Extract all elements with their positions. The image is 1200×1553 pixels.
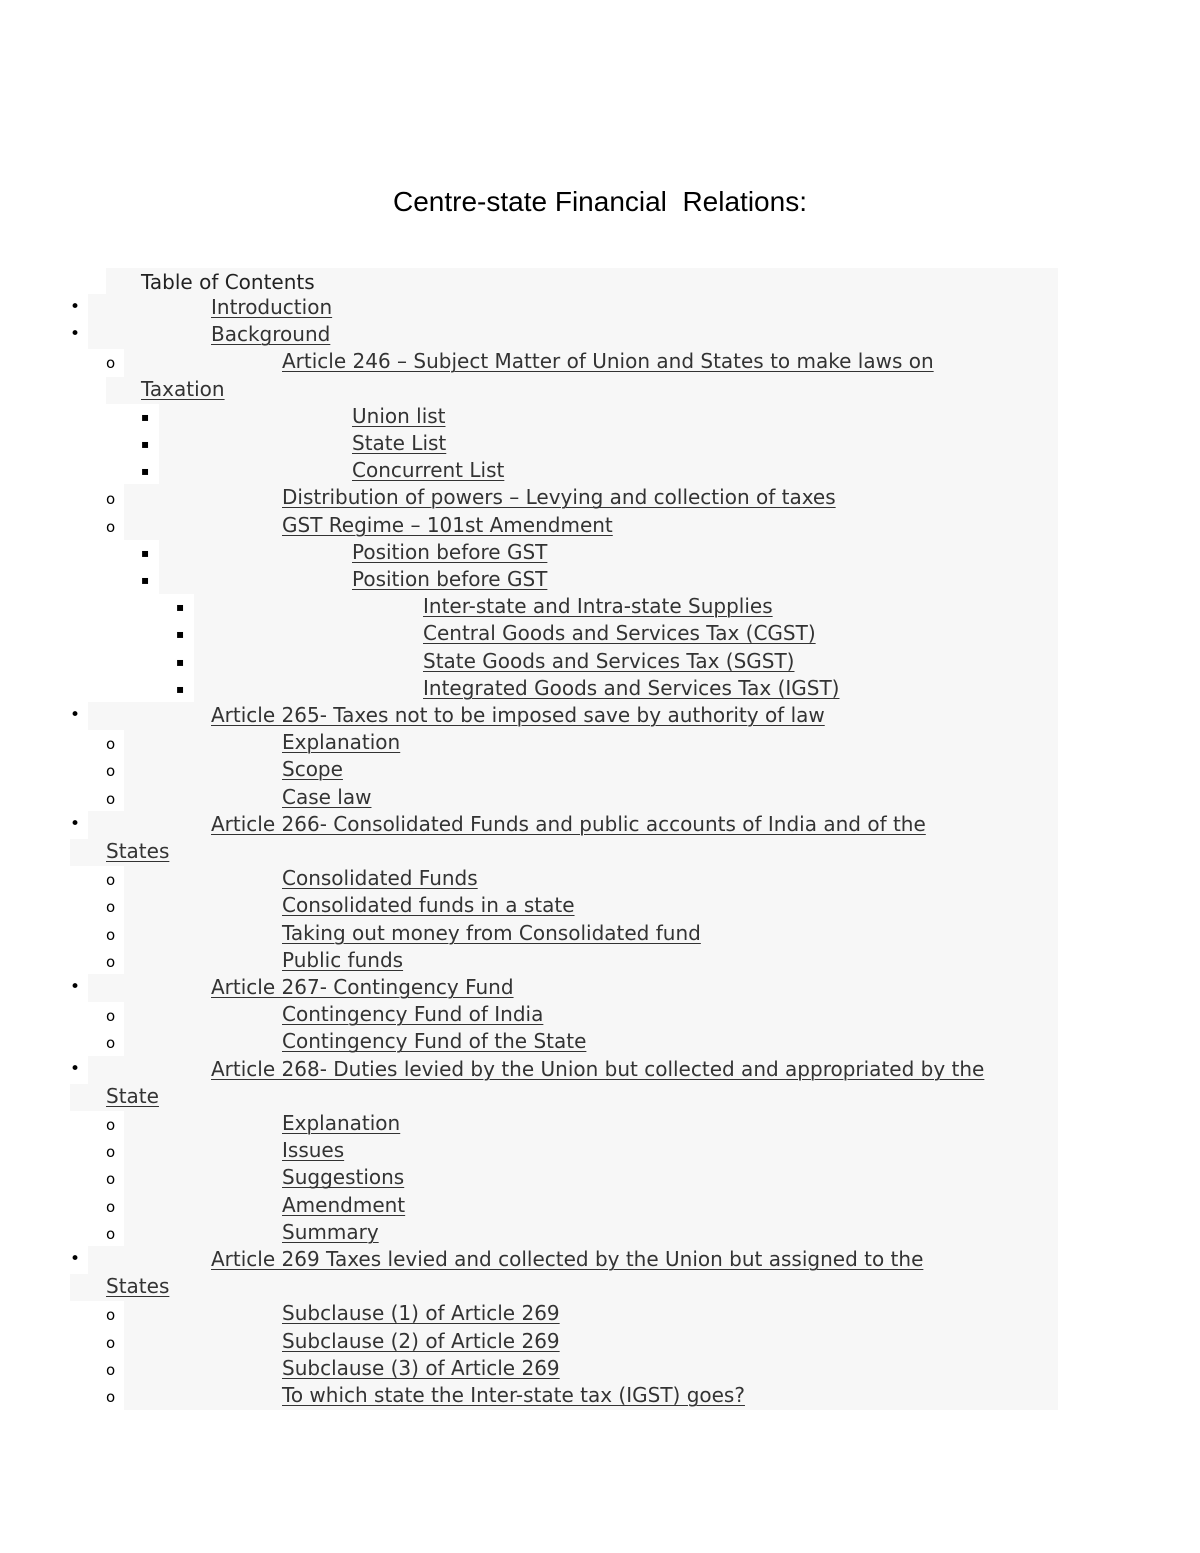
toc-entry-shade xyxy=(70,1274,1058,1301)
toc-entry-continuation[interactable] xyxy=(106,1084,159,1108)
toc-entry-article-269-taxes-levied-and-collected-by-the-union-but-assigned-to-the[interactable] xyxy=(211,1247,923,1271)
toc-link[interactable]: Subclause (1) of Article 269 xyxy=(282,1301,560,1326)
toc-link[interactable]: Consolidated Funds xyxy=(282,866,478,891)
toc-link[interactable]: Explanation xyxy=(282,1111,401,1135)
toc-entry-subclause-2-of-article-269[interactable] xyxy=(282,1329,560,1353)
toc-entry-gst-regime-101st-amendment[interactable] xyxy=(282,513,613,537)
toc-entry-shade xyxy=(124,1028,1058,1056)
toc-entry-integrated-goods-and-services-tax-igst[interactable] xyxy=(423,676,839,700)
toc-link[interactable]: Article 266- Consolidated Funds and public accounts of India and of the xyxy=(211,811,926,836)
toc-entry-continuation[interactable] xyxy=(141,377,225,401)
toc-entry-background[interactable] xyxy=(211,322,330,346)
toc-entry-contingency-fund-of-india[interactable] xyxy=(282,1002,543,1026)
toc-link[interactable]: States xyxy=(106,839,170,863)
toc-bullet-level-2: o xyxy=(106,1360,116,1379)
toc-link[interactable]: Position before GST xyxy=(352,567,548,591)
toc-entry-article-246-subject-matter-of-union-and-states-to-make-laws-on[interactable] xyxy=(282,349,934,373)
toc-entry-explanation[interactable] xyxy=(282,730,400,754)
toc-bullet-level-2: o xyxy=(106,1224,116,1243)
toc-entry-state-goods-and-services-tax-sgst[interactable] xyxy=(423,649,794,673)
toc-entry-continuation[interactable] xyxy=(106,1274,169,1298)
toc-entry-shade xyxy=(124,1164,1058,1192)
toc-link[interactable]: Introduction xyxy=(211,295,333,319)
toc-link[interactable]: States xyxy=(106,1274,170,1299)
toc-entry-shade xyxy=(106,377,1058,404)
toc-bullet-level-4: ▪ xyxy=(176,600,185,615)
toc-entry-subclause-1-of-article-269[interactable] xyxy=(282,1301,560,1325)
toc-entry-shade xyxy=(124,784,1058,812)
toc-bullet-level-4: ▪ xyxy=(176,681,185,696)
toc-link[interactable]: GST Regime – 101st Amendment xyxy=(282,512,613,537)
toc-link[interactable]: Suggestions xyxy=(282,1165,405,1190)
toc-link[interactable]: Contingency Fund of the State xyxy=(282,1029,587,1054)
toc-bullet-level-1: • xyxy=(70,977,81,997)
toc-bullet-level-3: ▪ xyxy=(141,545,150,560)
toc-bullet-level-2: o xyxy=(106,925,116,944)
toc-bullet-level-4: ▪ xyxy=(176,654,185,669)
toc-entry-shade xyxy=(124,1300,1058,1328)
toc-entry-concurrent-list[interactable] xyxy=(352,458,504,482)
toc-entry-shade xyxy=(124,1110,1058,1138)
toc-entry-shade xyxy=(124,947,1058,975)
toc-entry-case-law[interactable] xyxy=(282,785,371,809)
toc-entry-shade xyxy=(159,403,1058,431)
toc-link[interactable]: Position before GST xyxy=(352,539,548,564)
toc-bullet-level-2: o xyxy=(106,1007,116,1026)
toc-bullet-level-1: • xyxy=(70,813,81,834)
toc-entry-state-list[interactable] xyxy=(352,431,446,455)
toc-bullet-level-2: o xyxy=(106,490,116,509)
toc-link[interactable]: State xyxy=(106,1083,159,1108)
document-title: Centre-state Financial Relations: xyxy=(393,186,807,217)
toc-bullet-level-2: o xyxy=(106,517,116,536)
toc-link[interactable]: Concurrent List xyxy=(352,458,505,483)
toc-entry-position-before-gst[interactable] xyxy=(352,567,547,591)
toc-link[interactable]: Inter-state and Intra-state Supplies xyxy=(423,594,773,619)
toc-entry-shade xyxy=(159,566,1058,594)
toc-entry-shade xyxy=(124,1137,1058,1165)
toc-bullet-level-2: o xyxy=(106,952,116,971)
toc-entry-shade xyxy=(159,430,1058,458)
toc-entry-taking-out-money-from-consolidated-fund[interactable] xyxy=(282,921,701,945)
toc-link[interactable]: Explanation xyxy=(282,730,401,755)
toc-bullet-level-2: o xyxy=(106,1116,116,1134)
toc-link[interactable]: Taxation xyxy=(141,376,225,401)
toc-link[interactable]: Subclause (3) of Article 269 xyxy=(282,1355,560,1380)
toc-link[interactable]: Public funds xyxy=(282,947,404,972)
toc-link[interactable]: Background xyxy=(211,322,331,347)
toc-link[interactable]: Case law xyxy=(282,784,372,809)
toc-bullet-level-4: ▪ xyxy=(176,627,185,642)
toc-link[interactable]: State List xyxy=(352,431,447,455)
toc-link[interactable]: State Goods and Services Tax (SGST) xyxy=(423,648,795,673)
toc-entry-consolidated-funds[interactable] xyxy=(282,866,478,890)
toc-entry-shade xyxy=(159,539,1058,567)
toc-link[interactable]: Summary xyxy=(282,1219,379,1244)
toc-link[interactable]: Article 246 – Subject Matter of Union and States to make laws on xyxy=(282,349,934,374)
toc-entry-to-which-state-the-inter-state-tax-igst-goes[interactable] xyxy=(282,1383,745,1407)
toc-bullet-level-2: o xyxy=(106,1170,116,1189)
toc-bullet-level-3: ▪ xyxy=(141,437,150,451)
toc-link[interactable]: Amendment xyxy=(282,1192,406,1217)
toc-link[interactable]: Contingency Fund of India xyxy=(282,1002,544,1027)
toc-entry-consolidated-funds-in-a-state[interactable] xyxy=(282,893,575,917)
toc-entry-shade xyxy=(70,1084,1058,1111)
toc-bullet-level-1: • xyxy=(70,1058,81,1079)
toc-link[interactable]: Article 268- Duties levied by the Union but collected and appropriated by the xyxy=(211,1056,985,1081)
toc-link[interactable]: Article 267- Contingency Fund xyxy=(211,975,514,999)
toc-link[interactable]: Issues xyxy=(282,1138,345,1163)
toc-link[interactable]: Integrated Goods and Services Tax (IGST) xyxy=(423,675,840,700)
toc-entry-shade xyxy=(124,729,1058,757)
toc-entry-article-268-duties-levied-by-the-union-but-collected-and-appropriated-by-the[interactable] xyxy=(211,1057,984,1081)
toc-entry-summary[interactable] xyxy=(282,1220,379,1244)
toc-bullet-level-1: • xyxy=(70,705,81,725)
toc-bullet-level-2: o xyxy=(106,762,116,781)
toc-entry-central-goods-and-services-tax-cgst[interactable] xyxy=(423,621,816,645)
toc-entry-distribution-of-powers-levying-and-collection-of-taxes[interactable] xyxy=(282,485,836,509)
toc-entry-contingency-fund-of-the-state[interactable] xyxy=(282,1029,586,1053)
toc-entry-shade xyxy=(124,1001,1058,1029)
toc-bullet-level-2: o xyxy=(106,354,116,373)
toc-bullet-level-2: o xyxy=(106,735,116,754)
toc-entry-article-266-consolidated-funds-and-public-accounts-of-india-and-of-the[interactable] xyxy=(211,812,926,836)
toc-link[interactable]: Article 265- Taxes not to be imposed save by authority of law xyxy=(211,703,825,727)
toc-bullet-level-1: • xyxy=(70,297,81,317)
toc-bullet-level-1: • xyxy=(70,324,81,345)
toc-bullet-level-2: o xyxy=(106,789,116,808)
toc-heading: Table of Contents xyxy=(141,270,315,294)
toc-entry-shade xyxy=(124,756,1058,784)
toc-bullet-level-2: o xyxy=(106,1197,116,1216)
toc-bullet-level-1: • xyxy=(70,1249,81,1269)
toc-bullet-level-2: o xyxy=(106,1388,116,1406)
toc-entry-article-267-contingency-fund[interactable] xyxy=(211,975,514,999)
toc-link[interactable]: Scope xyxy=(282,757,343,782)
toc-bullet-level-3: ▪ xyxy=(141,409,150,424)
toc-entry-subclause-3-of-article-269[interactable] xyxy=(282,1356,560,1380)
toc-link[interactable]: Taking out money from Consolidated fund xyxy=(282,920,701,945)
toc-bullet-level-2: o xyxy=(106,898,116,917)
toc-entry-union-list[interactable] xyxy=(352,404,446,428)
toc-entry-scope[interactable] xyxy=(282,757,343,781)
toc-entry-shade xyxy=(124,892,1058,920)
toc-bullet-level-2: o xyxy=(106,871,116,890)
toc-entry-position-before-gst[interactable] xyxy=(352,540,547,564)
toc-entry-shade xyxy=(124,1328,1058,1356)
toc-bullet-level-2: o xyxy=(106,1306,116,1325)
toc-bullet-level-2: o xyxy=(106,1143,116,1162)
toc-link[interactable]: Consolidated funds in a state xyxy=(282,893,575,918)
toc-link[interactable]: Union list xyxy=(352,403,446,428)
toc-link[interactable]: Central Goods and Services Tax (CGST) xyxy=(423,621,816,646)
toc-entry-shade xyxy=(124,865,1058,893)
toc-entry-article-265-taxes-not-to-be-imposed-save-by-authority-of-law[interactable] xyxy=(211,703,825,727)
toc-entry-shade xyxy=(124,1192,1058,1220)
toc-entry-issues[interactable] xyxy=(282,1138,344,1162)
toc-bullet-level-2: o xyxy=(106,1034,116,1053)
toc-bullet-level-3: ▪ xyxy=(141,573,150,587)
toc-entry-inter-state-and-intra-state-supplies[interactable] xyxy=(423,594,773,618)
toc-bullet-level-2: o xyxy=(106,1333,116,1352)
toc-entry-suggestions[interactable] xyxy=(282,1165,404,1189)
toc-entry-amendment[interactable] xyxy=(282,1193,405,1217)
toc-entry-shade xyxy=(70,839,1058,866)
toc-link[interactable]: Article 269 Taxes levied and collected by the Union but assigned to the xyxy=(211,1247,924,1271)
toc-entry-shade xyxy=(124,1355,1058,1383)
toc-link[interactable]: Subclause (2) of Article 269 xyxy=(282,1328,560,1353)
toc-link[interactable]: To which state the Inter-state tax (IGST) goes? xyxy=(282,1383,745,1407)
toc-entry-introduction[interactable] xyxy=(211,295,332,319)
toc-entry-explanation[interactable] xyxy=(282,1111,400,1135)
toc-entry-shade xyxy=(124,1219,1058,1247)
toc-entry-shade xyxy=(159,457,1058,485)
toc-entry-public-funds[interactable] xyxy=(282,948,403,972)
toc-link[interactable]: Distribution of powers – Levying and collection of taxes xyxy=(282,485,836,510)
toc-bullet-level-3: ▪ xyxy=(141,464,150,479)
toc-entry-continuation[interactable] xyxy=(106,839,169,863)
